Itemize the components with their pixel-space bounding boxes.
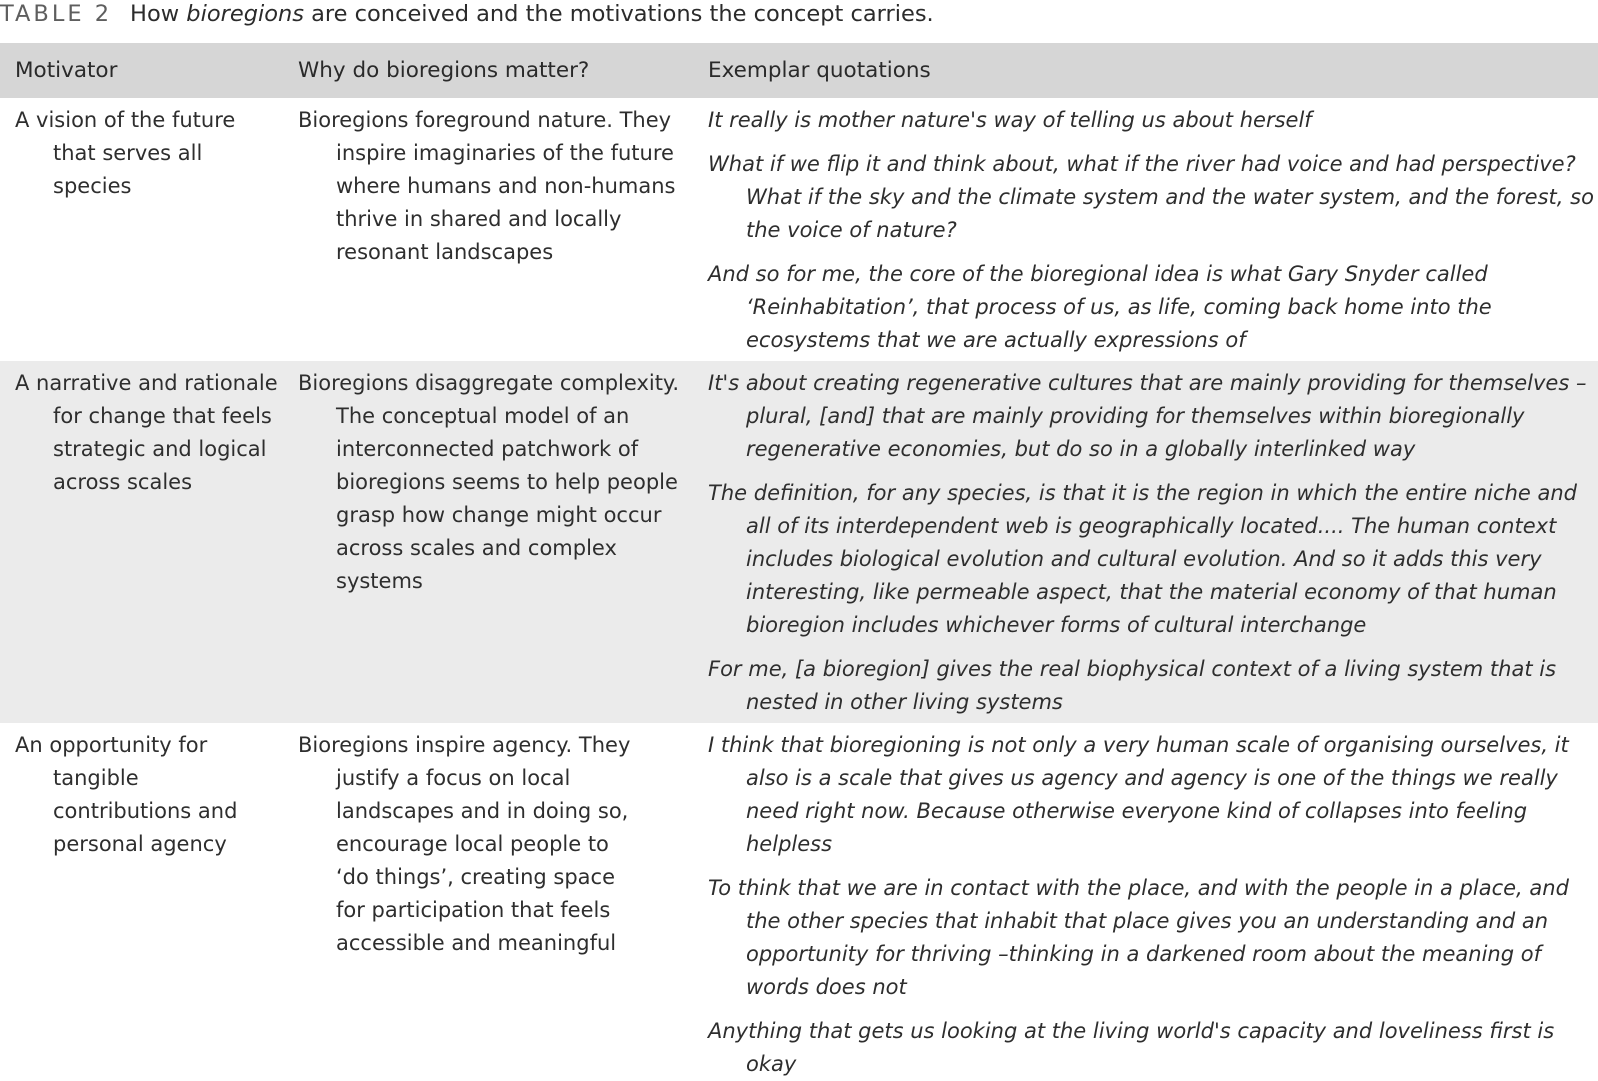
table-header-row	[0, 43, 1598, 98]
bioregions-table	[0, 43, 1598, 1081]
quote: I think that bioregioning is not only a very human scale of organising ourselves, it also is a scale that gives us agency and agency is one of the things we really need right now. Because otherwise everyone kind of collapses into feeling helpless	[708, 733, 1569, 856]
table-label: TABLE 2	[0, 1, 113, 27]
motivator-cell: An opportunity for tangible contributions and personal agency	[15, 733, 238, 856]
quote: To think that we are in contact with the place, and with the people in a place, and the other species that inhabit that place gives you an understanding and an opportunity for thriving –thinking in a darkened room about the meaning of words does not	[708, 876, 1569, 999]
table-caption	[0, 0, 934, 30]
why-cell: Bioregions inspire agency. They justify a focus on local landscapes and in doing so, encourage local people to ‘do things’, creating space for participation that feels accessible and meaningful	[298, 733, 631, 955]
header-motivator: Motivator	[15, 58, 118, 83]
header-why: Why do bioregions matter?	[298, 58, 590, 83]
table-title: How bioregions are conceived and the motivations the concept carries.	[130, 1, 934, 27]
table-row	[0, 98, 1598, 361]
header-quotations: Exemplar quotations	[708, 58, 931, 83]
quote: What if we flip it and think about, what if the river had voice and had perspective? What if the sky and the climate system and the water system, and the forest, so the voice of nature?	[708, 152, 1594, 242]
quotes-cell	[708, 723, 1598, 1081]
quote: Anything that gets us looking at the living world's capacity and loveliness first is okay	[708, 1019, 1555, 1076]
quote: The definition, for any species, is that it is the region in which the entire niche and all of its interdependent web is geographically located.... The human context includes biological evolution and cultural evolution. And so it adds this very interesting, like permeable aspect, that the material economy of that human bioregion includes whichever forms of cultural interchange	[708, 481, 1577, 637]
quote: For me, [a bioregion] gives the real biophysical context of a living system that is nested in other living systems	[708, 657, 1557, 714]
table-row	[0, 723, 1598, 1081]
quote: It really is mother nature's way of telling us about herself	[708, 108, 1312, 132]
motivator-cell: A vision of the future that serves all species	[15, 108, 236, 198]
motivator-cell: A narrative and rationale for change that feels strategic and logical across scales	[15, 371, 278, 494]
why-cell: Bioregions disaggregate complexity. The conceptual model of an interconnected patchwork of bioregions seems to help people grasp how change might occur across scales and complex systems	[298, 371, 680, 593]
quote: It's about creating regenerative cultures that are mainly providing for themselves –plural, [and] that are mainly providing for themselves within bioregionally regenerative economies, but do so in a globally interlinked way	[708, 371, 1587, 461]
table-row	[0, 361, 1598, 723]
why-cell: Bioregions foreground nature. They inspire imaginaries of the future where humans and non-humans thrive in shared and locally resonant landscapes	[298, 108, 676, 264]
quotes-cell	[708, 361, 1598, 723]
quotes-cell	[708, 98, 1598, 361]
quote: And so for me, the core of the bioregional idea is what Gary Snyder called ‘Reinhabitation’, that process of us, as life, coming back home into the ecosystems that we are actually expressions of	[708, 262, 1492, 352]
